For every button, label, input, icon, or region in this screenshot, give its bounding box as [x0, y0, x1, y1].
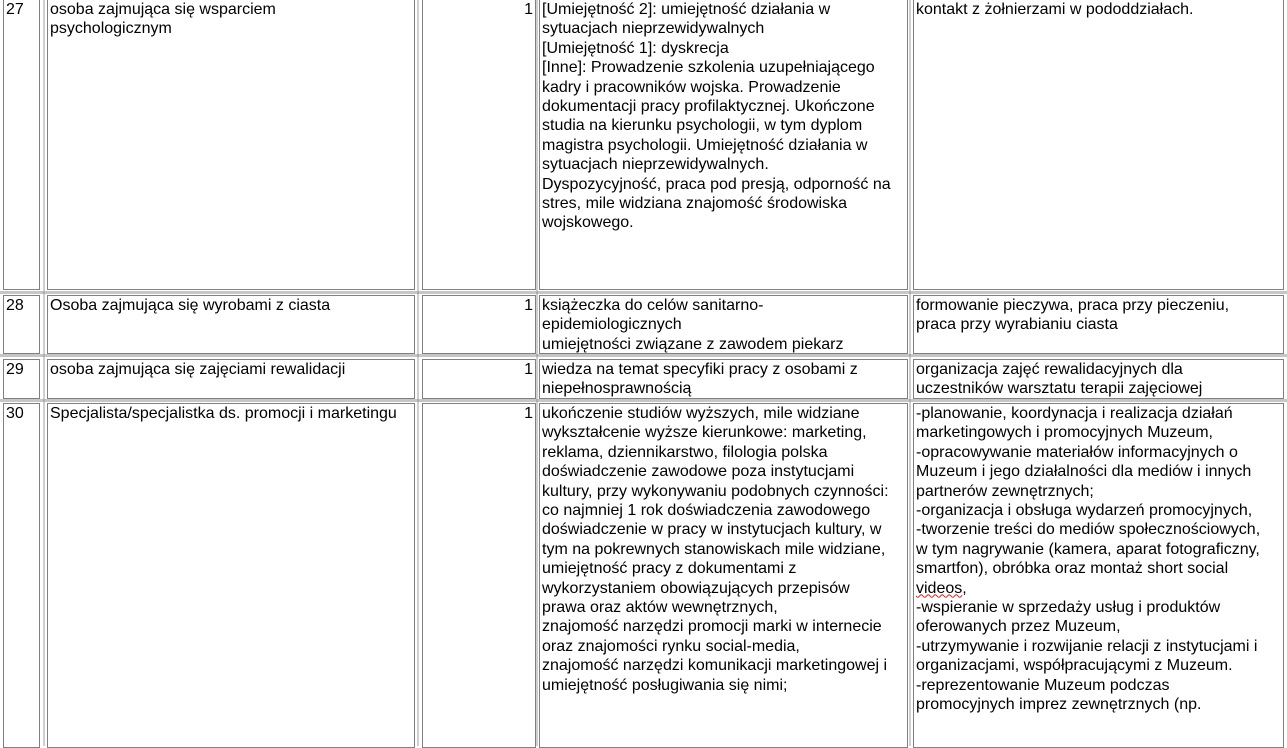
row-number: 30 [3, 403, 40, 748]
requirements: książeczka do celów sanitarno- epidemiologicznych umiejętności związane z zawodem piekarz [539, 295, 908, 354]
position-count: 1 [422, 0, 536, 290]
duties-text-part2: , -wspieranie w sprzedaży usług i produktów oferowanych przez Muzeum, -utrzymywanie i rozwijanie relacji z instytucjami i organizacjami, współpracującymi z Muzeum. -reprezentowanie Muzeum podczas promocyjnych imprez zewnętrznych (np. [916, 579, 1258, 714]
row-number: 27 [3, 0, 40, 290]
duties [913, 403, 1284, 748]
row-separator [0, 354, 1287, 357]
position-count: 1 [422, 403, 536, 748]
duties: kontakt z żołnierzami w pododdziałach. [913, 0, 1284, 290]
table-row [0, 359, 1287, 399]
position-count: 1 [422, 359, 536, 399]
position-name: Osoba zajmująca się wyrobami z ciasta [47, 295, 415, 354]
duties: formowanie pieczywa, praca przy pieczeniu, praca przy wyrabianiu ciasta [913, 295, 1284, 354]
position-count: 1 [422, 295, 536, 354]
row-number: 29 [3, 359, 40, 399]
duties-text-part1: -planowanie, koordynacja i realizacja działań marketingowych i promocyjnych Muzeum, -opracowywanie materiałów informacyjnych o Muzeum i jego działalności dla mediów i innych partnerów zewnętrznych; -organizacja i obsługa wydarzeń promocyjnych, -tworzenie treści do mediów społecznościowych, w tym nagrywanie (kamera, aparat fotograficzny, smartfon), obróbka oraz montaż short social [916, 405, 1261, 578]
position-name: osoba zajmująca się wsparciem psychologicznym [47, 0, 415, 290]
table-row [0, 295, 1287, 354]
row-number: 28 [3, 295, 40, 354]
position-name: Specjalista/specjalistka ds. promocji i marketingu [47, 403, 415, 748]
requirements: [Umiejętność 2]: umiejętność działania w sytuacjach nieprzewidywalnych [Umiejętność 1]: dyskrecja [Inne]: Prowadzenie szkolenia uzupełniającego kadry i pracowników wojska. Prowadzenie dokumentacji pracy profilaktycznej. Ukończone studia na kierunku psychologii, w tym dyplom magistra psychologii. Umiejętność działania w sytuacjach nieprzewidywalnych. Dyspozycyjność, praca pod presją, odporność na stres, mile widziana znajomość środowiska wojskowego. [539, 0, 908, 290]
position-name: osoba zajmująca się zajęciami rewalidacji [47, 359, 415, 399]
spellcheck-flagged-word: videos [916, 579, 963, 597]
row-separator [0, 399, 1287, 402]
table-row [0, 0, 1287, 290]
requirements: wiedza na temat specyfiki pracy z osobami z niepełnosprawnością [539, 359, 908, 399]
row-separator [0, 291, 1287, 294]
duties: organizacja zajęć rewalidacyjnych dla uczestników warsztatu terapii zajęciowej [913, 359, 1284, 399]
table-row [0, 403, 1287, 748]
requirements: ukończenie studiów wyższych, mile widziane wykształcenie wyższe kierunkowe: marketing, reklama, dziennikarstwo, filologia polska doświadczenie zawodowe poza instytucjami kultury, przy wykonywaniu podobnych czynności: co najmniej 1 rok doświadczenia zawodowego doświadczenie w pracy w instytucjach kultury, w tym na pokrewnych stanowiskach mile widziane, umiejętność pracy z dokumentami z wykorzystaniem obowiązujących przepisów prawa oraz aktów wewnętrznych, znajomość narzędzi promocji marki w internecie oraz znajomości rynku social-media, znajomość narzędzi komunikacji marketingowej i umiejętność posługiwania się nimi; [539, 403, 908, 748]
